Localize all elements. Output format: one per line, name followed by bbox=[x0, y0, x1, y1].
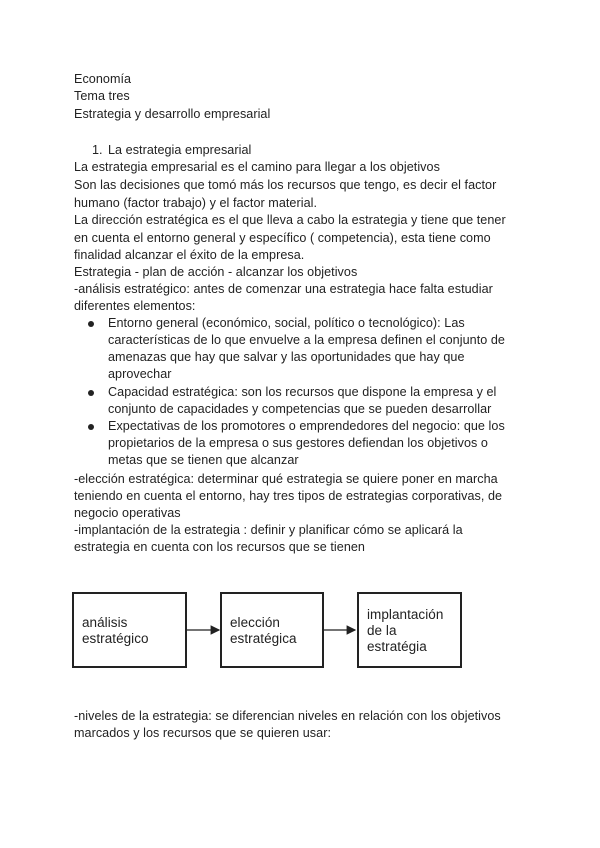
paragraph-line: humano (factor trabajo) y el factor material. bbox=[74, 196, 318, 210]
box-text: de la bbox=[367, 623, 397, 638]
bullet-line: aprovechar bbox=[108, 367, 172, 381]
implementation-box bbox=[357, 592, 462, 668]
box-text: implantación bbox=[367, 607, 444, 622]
paragraph-line: Estrategia - plan de acción - alcanzar los objetivos bbox=[74, 265, 358, 279]
paragraph-line: -análisis estratégico: antes de comenzar una estrategia hace falta estudiar bbox=[74, 282, 493, 296]
bullet-line: conjunto de capacidades y competencias que se pueden desarrollar bbox=[108, 402, 492, 416]
paragraph-line: -elección estratégica: determinar qué estrategia se quiere poner en marcha bbox=[74, 472, 498, 486]
paragraph-line: estrategia en cuenta con los recursos que se tienen bbox=[74, 540, 365, 554]
analysis-box bbox=[72, 592, 187, 668]
paragraph-line: negocio operativas bbox=[74, 506, 181, 520]
election-box bbox=[220, 592, 324, 668]
bullet-line: Capacidad estratégica: son los recursos que dispone la empresa y el bbox=[108, 385, 497, 399]
box-text: estratégica bbox=[230, 631, 297, 646]
bullet-line: propietarios de la empresa o sus gestores defiendan los objetivos o bbox=[108, 436, 488, 450]
box-text: análisis bbox=[82, 615, 128, 630]
paragraph-line: teniendo en cuenta el entorno, hay tres tipos de estrategias corporativas, de bbox=[74, 489, 503, 503]
subject-line: Economía bbox=[74, 72, 132, 86]
bullet-line: metas que se tienen que alcanzar bbox=[108, 453, 299, 467]
paragraph-line: Son las decisiones que tomó más los recursos que tengo, es decir el factor bbox=[74, 178, 497, 192]
paragraph-line: La dirección estratégica es el que lleva a cabo la estrategia y tiene que tener bbox=[74, 213, 506, 227]
paragraph-line: -niveles de la estrategia: se diferencian niveles en relación con los objetivos bbox=[74, 709, 501, 723]
paragraph-line: diferentes elementos: bbox=[74, 299, 196, 313]
box-text: estratégia bbox=[367, 639, 427, 654]
paragraph-line: -implantación de la estrategia : definir y planificar cómo se aplicará la bbox=[74, 523, 463, 537]
paragraph-line: marcados y los recursos que se quieren usar: bbox=[74, 726, 331, 740]
document-title: Estrategia y desarrollo empresarial bbox=[74, 107, 271, 121]
paragraph-line: finalidad alcanzar el éxito de la empresa. bbox=[74, 248, 305, 262]
box-text: estratégico bbox=[82, 631, 149, 646]
bullet-line: amenazas que hay que salvar y las oportunidades que hay que bbox=[108, 350, 465, 364]
bullet-line: características de lo que envuelve a la empresa definen el conjunto de bbox=[108, 333, 505, 347]
section-number: 1. bbox=[92, 143, 103, 157]
box-text: elección bbox=[230, 615, 280, 630]
bullet-line: Entorno general (económico, social, político o tecnológico): Las bbox=[108, 316, 465, 330]
section-heading: La estrategia empresarial bbox=[108, 143, 252, 157]
topic-line: Tema tres bbox=[74, 89, 130, 103]
paragraph-line: en cuenta el entorno general y específico ( competencia), esta tiene como bbox=[74, 231, 491, 245]
paragraph-line: La estrategia empresarial es el camino para llegar a los objetivos bbox=[74, 160, 440, 174]
bullet-line: Expectativas de los promotores o emprendedores del negocio: que los bbox=[108, 419, 505, 433]
